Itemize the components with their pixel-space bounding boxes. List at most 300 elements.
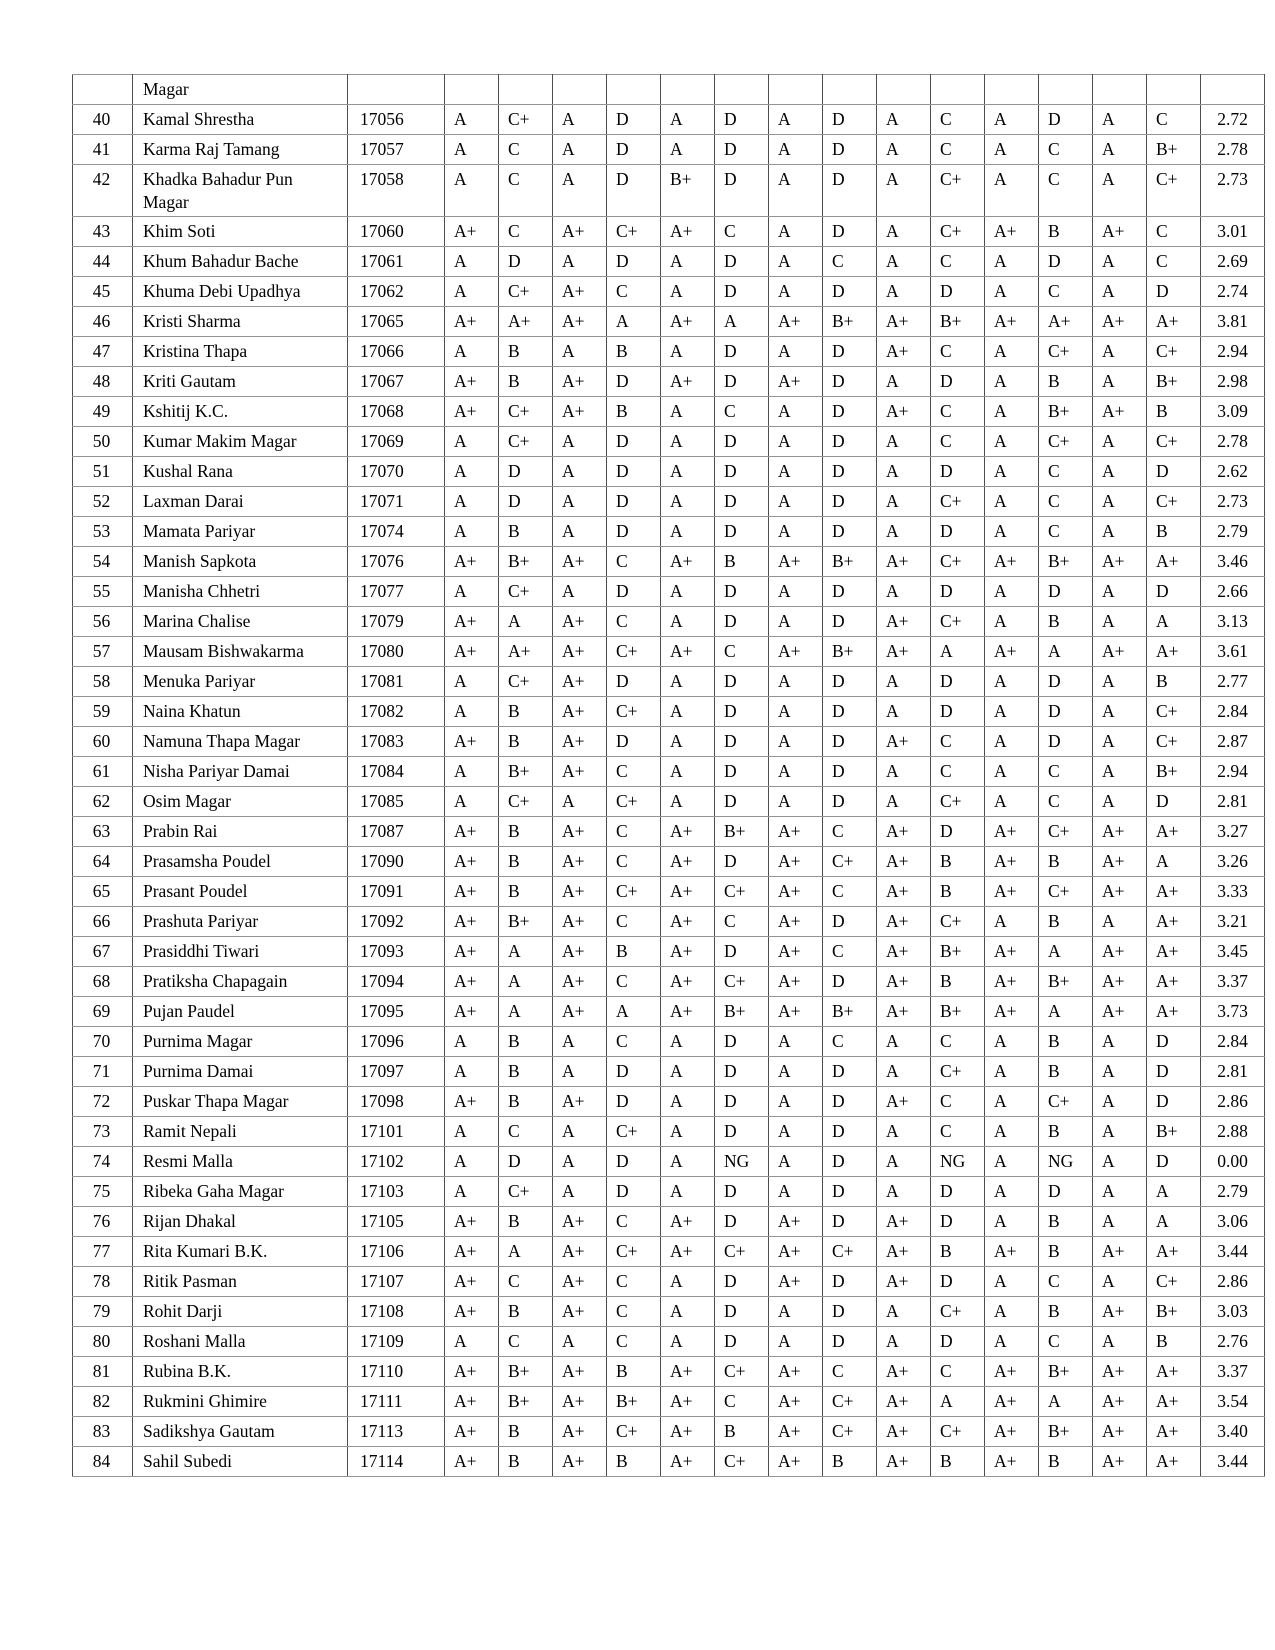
grade-cell: B <box>499 1417 553 1447</box>
grade-cell: D <box>823 337 877 367</box>
gpa-cell: 2.81 <box>1201 787 1265 817</box>
grade-cell: A+ <box>553 997 607 1027</box>
grade-cell: A <box>985 757 1039 787</box>
grade-cell: A+ <box>445 1087 499 1117</box>
grade-cell: A <box>985 337 1039 367</box>
grade-cell: B <box>931 1237 985 1267</box>
student-name-cell: Manisha Chhetri <box>133 577 348 607</box>
grade-cell: A+ <box>553 967 607 997</box>
row-number-cell: 66 <box>73 907 133 937</box>
grade-cell: A <box>1093 165 1147 217</box>
student-name-cell: Rohit Darji <box>133 1297 348 1327</box>
grade-cell: A <box>877 787 931 817</box>
grade-cell: A <box>1093 247 1147 277</box>
grade-cell: B <box>1039 607 1093 637</box>
grade-cell: A <box>1039 937 1093 967</box>
grade-cell: A+ <box>553 1417 607 1447</box>
grade-cell: NG <box>715 1147 769 1177</box>
grade-cell: A <box>553 105 607 135</box>
grade-cell: A <box>1093 1087 1147 1117</box>
grade-cell: A+ <box>1093 217 1147 247</box>
gpa-cell: 0.00 <box>1201 1147 1265 1177</box>
grade-cell: C <box>931 427 985 457</box>
grade-cell: D <box>715 277 769 307</box>
student-name-cell: Pujan Paudel <box>133 997 348 1027</box>
student-name-cell: Manish Sapkota <box>133 547 348 577</box>
grade-cell: A <box>1093 277 1147 307</box>
row-number-cell: 70 <box>73 1027 133 1057</box>
grade-cell: A <box>499 967 553 997</box>
grade-cell: C <box>499 1267 553 1297</box>
grade-cell: D <box>715 727 769 757</box>
grade-cell: C <box>499 165 553 217</box>
grade-cell: A <box>445 1117 499 1147</box>
grade-cell: A <box>769 457 823 487</box>
row-number-cell: 48 <box>73 367 133 397</box>
grade-cell: A+ <box>661 1387 715 1417</box>
grade-cell: B <box>499 1087 553 1117</box>
grade-cell: A+ <box>769 967 823 997</box>
grade-cell: A <box>1093 1207 1147 1237</box>
grade-cell: A+ <box>1093 937 1147 967</box>
gpa-cell: 3.27 <box>1201 817 1265 847</box>
gpa-cell: 2.81 <box>1201 1057 1265 1087</box>
grade-cell: C <box>931 247 985 277</box>
grade-cell: A <box>445 247 499 277</box>
grade-cell: A <box>769 787 823 817</box>
student-id-cell: 17065 <box>348 307 445 337</box>
grade-cell: C+ <box>715 967 769 997</box>
grade-cell: D <box>499 1147 553 1177</box>
grade-cell: B <box>607 1447 661 1477</box>
grade-cell: B+ <box>1147 135 1201 165</box>
grade-cell: A <box>1093 607 1147 637</box>
gpa-cell: 2.74 <box>1201 277 1265 307</box>
grade-cell: A <box>661 135 715 165</box>
row-number-cell: 83 <box>73 1417 133 1447</box>
grade-cell: A <box>445 105 499 135</box>
grade-cell: B <box>499 367 553 397</box>
grade-cell: A+ <box>1147 817 1201 847</box>
grade-cell: B+ <box>1147 1297 1201 1327</box>
row-number-cell: 80 <box>73 1327 133 1357</box>
gpa-cell: 2.84 <box>1201 697 1265 727</box>
grade-cell <box>499 75 553 105</box>
grade-cell: D <box>715 1207 769 1237</box>
gpa-cell: 3.06 <box>1201 1207 1265 1237</box>
grade-cell: B+ <box>1039 1417 1093 1447</box>
grade-cell: C+ <box>931 487 985 517</box>
grade-cell: D <box>715 135 769 165</box>
student-id-cell: 17093 <box>348 937 445 967</box>
grade-cell: A+ <box>553 397 607 427</box>
table-row <box>73 997 1265 1027</box>
grade-cell: A <box>877 277 931 307</box>
grade-cell: A <box>1093 727 1147 757</box>
grade-cell: A <box>1093 427 1147 457</box>
grade-cell: A+ <box>877 397 931 427</box>
grade-cell: B <box>1039 907 1093 937</box>
grade-cell: A+ <box>445 1237 499 1267</box>
grade-cell: A <box>661 427 715 457</box>
gpa-cell: 2.86 <box>1201 1267 1265 1297</box>
grade-cell: D <box>1147 457 1201 487</box>
student-id-cell: 17084 <box>348 757 445 787</box>
student-id-cell: 17069 <box>348 427 445 457</box>
grade-cell: A+ <box>877 1207 931 1237</box>
grade-cell: C+ <box>931 217 985 247</box>
student-name-cell: Khadka Bahadur Pun Magar <box>133 165 348 217</box>
grade-cell: A <box>985 457 1039 487</box>
grade-cell: A+ <box>553 1447 607 1477</box>
table-row <box>73 105 1265 135</box>
grade-cell <box>661 75 715 105</box>
grade-cell: A <box>769 217 823 247</box>
grade-cell: A+ <box>553 877 607 907</box>
grade-cell: A+ <box>985 817 1039 847</box>
grade-cell: B+ <box>661 165 715 217</box>
grade-cell: A <box>769 607 823 637</box>
grade-cell: C <box>715 907 769 937</box>
grade-cell: A <box>985 1297 1039 1327</box>
student-id-cell: 17076 <box>348 547 445 577</box>
grade-cell: A+ <box>661 907 715 937</box>
grade-cell: B <box>1039 1207 1093 1237</box>
table-row <box>73 787 1265 817</box>
grade-cell: D <box>823 457 877 487</box>
grade-cell: A <box>769 1177 823 1207</box>
student-name-cell: Kristi Sharma <box>133 307 348 337</box>
table-row <box>73 247 1265 277</box>
grade-cell: A <box>877 1297 931 1327</box>
grade-cell: A <box>985 367 1039 397</box>
grade-cell: D <box>1147 1057 1201 1087</box>
grade-cell: B <box>715 547 769 577</box>
grade-cell: A+ <box>445 637 499 667</box>
grade-cell: A <box>769 1297 823 1327</box>
grade-cell: A <box>931 637 985 667</box>
grade-cell: C+ <box>931 1057 985 1087</box>
grade-cell: A+ <box>769 937 823 967</box>
grade-cell: D <box>1039 727 1093 757</box>
grade-cell: D <box>823 1297 877 1327</box>
grade-cell: A <box>985 487 1039 517</box>
grade-cell: D <box>715 937 769 967</box>
student-id-cell: 17079 <box>348 607 445 637</box>
grade-cell: A <box>661 105 715 135</box>
gpa-cell: 2.73 <box>1201 165 1265 217</box>
grade-cell: B <box>1147 517 1201 547</box>
grade-cell: A <box>877 517 931 547</box>
gpa-cell: 2.69 <box>1201 247 1265 277</box>
grade-cell: D <box>823 757 877 787</box>
grade-cell: B <box>499 697 553 727</box>
student-id-cell: 17109 <box>348 1327 445 1357</box>
grade-cell: A+ <box>877 607 931 637</box>
grade-cell: A <box>877 247 931 277</box>
grade-cell: A+ <box>877 1267 931 1297</box>
student-name-cell: Ramit Nepali <box>133 1117 348 1147</box>
grade-cell: A+ <box>661 817 715 847</box>
gpa-cell: 2.78 <box>1201 135 1265 165</box>
grade-cell: B <box>1147 397 1201 427</box>
grade-cell: A <box>1093 1327 1147 1357</box>
grade-cell: C <box>823 877 877 907</box>
grade-cell: A+ <box>1147 997 1201 1027</box>
grade-cell: A+ <box>553 1087 607 1117</box>
gpa-cell: 2.76 <box>1201 1327 1265 1357</box>
grade-cell: A+ <box>985 1237 1039 1267</box>
table-row <box>73 517 1265 547</box>
grade-cell: B <box>607 397 661 427</box>
gpa-cell: 3.33 <box>1201 877 1265 907</box>
grade-cell: B+ <box>499 547 553 577</box>
student-name-cell: Khim Soti <box>133 217 348 247</box>
grade-cell: A+ <box>1093 1237 1147 1267</box>
gpa-cell: 2.73 <box>1201 487 1265 517</box>
grade-cell: A <box>769 697 823 727</box>
grade-cell: A <box>445 277 499 307</box>
grade-cell: B <box>1147 1327 1201 1357</box>
grade-cell: A+ <box>445 967 499 997</box>
student-id-cell: 17057 <box>348 135 445 165</box>
grade-cell: C+ <box>1147 697 1201 727</box>
grade-cell: D <box>931 697 985 727</box>
grade-cell: A+ <box>661 367 715 397</box>
grade-cell: D <box>715 607 769 637</box>
grade-cell: D <box>607 135 661 165</box>
student-id-cell: 17085 <box>348 787 445 817</box>
student-name-cell: Kristina Thapa <box>133 337 348 367</box>
table-row <box>73 727 1265 757</box>
gpa-cell: 3.03 <box>1201 1297 1265 1327</box>
grade-cell: B+ <box>499 907 553 937</box>
grade-cell: A+ <box>985 877 1039 907</box>
table-row <box>73 817 1265 847</box>
table-row <box>73 487 1265 517</box>
gpa-cell: 3.54 <box>1201 1387 1265 1417</box>
table-row <box>73 135 1265 165</box>
grade-cell: D <box>823 1177 877 1207</box>
student-name-cell: Prashuta Pariyar <box>133 907 348 937</box>
gpa-cell: 3.61 <box>1201 637 1265 667</box>
grade-cell: D <box>823 1117 877 1147</box>
grade-cell: B <box>499 337 553 367</box>
grade-cell: A <box>661 1057 715 1087</box>
row-number-cell: 40 <box>73 105 133 135</box>
grade-cell: D <box>931 1207 985 1237</box>
grade-cell: D <box>607 247 661 277</box>
table-row <box>73 547 1265 577</box>
grade-cell: B <box>1147 667 1201 697</box>
grade-cell: A <box>445 487 499 517</box>
grade-cell: A+ <box>1147 1387 1201 1417</box>
student-name-cell: Naina Khatun <box>133 697 348 727</box>
grade-cell: D <box>1147 1147 1201 1177</box>
grade-cell: A+ <box>661 877 715 907</box>
grade-cell: A+ <box>445 937 499 967</box>
grade-sheet-body <box>73 75 1265 1477</box>
student-name-cell: Magar <box>133 75 348 105</box>
grade-cell: B <box>499 1447 553 1477</box>
grade-cell: A+ <box>769 1387 823 1417</box>
grade-cell: A <box>1093 457 1147 487</box>
grade-cell: A <box>769 577 823 607</box>
grade-cell: A <box>769 247 823 277</box>
grade-cell: D <box>823 1147 877 1177</box>
grade-cell: C+ <box>1147 427 1201 457</box>
grade-cell: C <box>607 277 661 307</box>
grade-cell: A <box>499 997 553 1027</box>
grade-cell: A+ <box>661 847 715 877</box>
student-id-cell: 17074 <box>348 517 445 547</box>
grade-cell: A <box>661 517 715 547</box>
grade-cell: A+ <box>877 817 931 847</box>
grade-cell: D <box>715 105 769 135</box>
grade-cell: A+ <box>553 307 607 337</box>
grade-cell: D <box>823 1057 877 1087</box>
gpa-cell: 2.79 <box>1201 1177 1265 1207</box>
grade-cell: A <box>445 1147 499 1177</box>
grade-cell: C+ <box>931 1417 985 1447</box>
grade-cell: D <box>931 667 985 697</box>
grade-cell: B+ <box>823 547 877 577</box>
grade-cell: D <box>1039 667 1093 697</box>
grade-cell: A <box>985 105 1039 135</box>
student-id-cell: 17102 <box>348 1147 445 1177</box>
grade-cell: C+ <box>607 217 661 247</box>
grade-cell: D <box>715 247 769 277</box>
grade-sheet-page <box>72 74 1265 1477</box>
grade-cell: C <box>499 1327 553 1357</box>
grade-cell: A <box>499 607 553 637</box>
grade-cell: C+ <box>499 277 553 307</box>
grade-cell: A+ <box>769 1447 823 1477</box>
grade-cell: C <box>823 1027 877 1057</box>
grade-cell: A+ <box>985 967 1039 997</box>
grade-cell: A <box>985 1267 1039 1297</box>
grade-cell: A+ <box>1093 997 1147 1027</box>
grade-cell: A <box>553 135 607 165</box>
grade-cell: A <box>985 427 1039 457</box>
grade-cell: D <box>607 1177 661 1207</box>
grade-cell: C+ <box>931 787 985 817</box>
grade-cell: A <box>985 1057 1039 1087</box>
grade-cell: A+ <box>769 817 823 847</box>
table-row <box>73 397 1265 427</box>
grade-cell: A+ <box>1147 907 1201 937</box>
student-id-cell: 17103 <box>348 1177 445 1207</box>
student-name-cell: Prasant Poudel <box>133 877 348 907</box>
grade-cell: A <box>769 1327 823 1357</box>
table-row <box>73 757 1265 787</box>
gpa-cell: 3.37 <box>1201 1357 1265 1387</box>
grade-cell: D <box>931 817 985 847</box>
grade-cell: A <box>553 577 607 607</box>
grade-cell: B+ <box>931 997 985 1027</box>
grade-cell: D <box>823 577 877 607</box>
grade-cell: D <box>607 1087 661 1117</box>
student-name-cell: Kushal Rana <box>133 457 348 487</box>
grade-cell: C+ <box>607 787 661 817</box>
grade-cell: A+ <box>1093 1417 1147 1447</box>
grade-cell: D <box>823 105 877 135</box>
row-number-cell: 52 <box>73 487 133 517</box>
grade-cell: A+ <box>1093 547 1147 577</box>
grade-cell: A <box>1093 907 1147 937</box>
student-id-cell: 17083 <box>348 727 445 757</box>
grade-cell: C <box>823 247 877 277</box>
grade-cell: A+ <box>661 1447 715 1477</box>
continuation-row <box>73 75 1265 105</box>
grade-cell: A <box>877 165 931 217</box>
grade-cell: B+ <box>1039 547 1093 577</box>
table-row <box>73 967 1265 997</box>
grade-cell <box>823 75 877 105</box>
grade-cell: C <box>931 105 985 135</box>
grade-cell: A+ <box>661 637 715 667</box>
table-row <box>73 1447 1265 1477</box>
grade-cell: A <box>1093 1057 1147 1087</box>
grade-cell: C <box>715 637 769 667</box>
grade-cell: A <box>877 1177 931 1207</box>
grade-cell: A <box>661 247 715 277</box>
row-number-cell: 50 <box>73 427 133 457</box>
grade-cell: A <box>1093 697 1147 727</box>
row-number-cell: 77 <box>73 1237 133 1267</box>
grade-cell <box>445 75 499 105</box>
grade-cell: A+ <box>661 217 715 247</box>
grade-cell: A <box>1093 787 1147 817</box>
grade-cell: C+ <box>499 577 553 607</box>
grade-cell: D <box>715 787 769 817</box>
grade-cell: B+ <box>1039 1357 1093 1387</box>
grade-cell: A <box>553 1147 607 1177</box>
grade-cell: C+ <box>1039 877 1093 907</box>
grade-cell: D <box>715 667 769 697</box>
grade-cell: A <box>769 667 823 697</box>
grade-cell: C <box>931 757 985 787</box>
grade-cell: D <box>607 517 661 547</box>
grade-cell: C+ <box>823 1417 877 1447</box>
student-id-cell <box>348 75 445 105</box>
grade-cell: B+ <box>931 937 985 967</box>
student-id-cell: 17058 <box>348 165 445 217</box>
student-id-cell: 17082 <box>348 697 445 727</box>
grade-cell: D <box>715 165 769 217</box>
grade-cell: A <box>1039 637 1093 667</box>
gpa-cell: 3.45 <box>1201 937 1265 967</box>
grade-cell: C+ <box>715 1237 769 1267</box>
grade-cell: D <box>715 1327 769 1357</box>
student-name-cell: Sadikshya Gautam <box>133 1417 348 1447</box>
grade-cell: C <box>1039 517 1093 547</box>
table-row <box>73 667 1265 697</box>
grade-cell: A <box>553 457 607 487</box>
grade-cell: A <box>877 457 931 487</box>
grade-cell: C+ <box>499 427 553 457</box>
grade-cell: D <box>823 397 877 427</box>
grade-cell: D <box>715 1297 769 1327</box>
grade-cell: A <box>985 247 1039 277</box>
student-id-cell: 17067 <box>348 367 445 397</box>
student-name-cell: Kriti Gautam <box>133 367 348 397</box>
grade-cell: C+ <box>607 1117 661 1147</box>
student-id-cell: 17090 <box>348 847 445 877</box>
grade-cell: D <box>931 1267 985 1297</box>
grade-cell: A+ <box>445 607 499 637</box>
grade-cell: C <box>1039 457 1093 487</box>
